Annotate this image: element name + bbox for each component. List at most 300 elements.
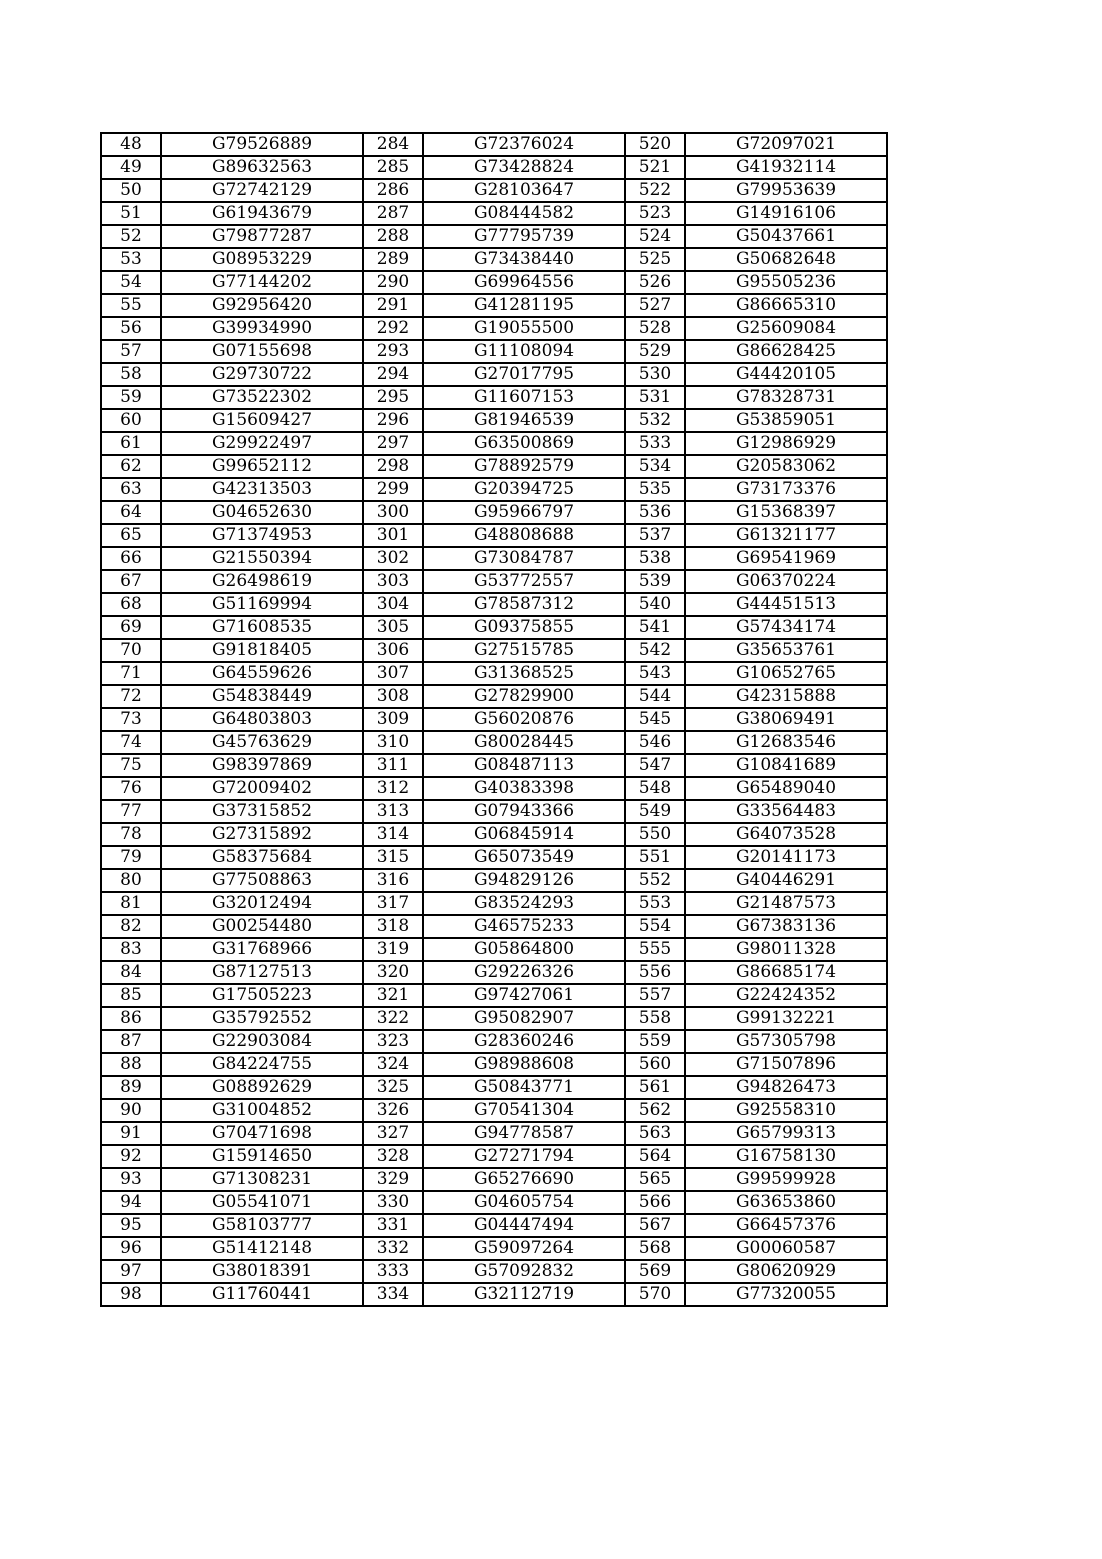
index-cell: 317 [363, 892, 423, 915]
table-row [101, 823, 887, 846]
index-cell: 89 [101, 1076, 161, 1099]
data-table [100, 132, 888, 1307]
table-row [101, 1237, 887, 1260]
code-cell: G78587312 [423, 593, 625, 616]
index-cell: 286 [363, 179, 423, 202]
code-cell: G57092832 [423, 1260, 625, 1283]
index-cell: 295 [363, 386, 423, 409]
code-cell: G86685174 [685, 961, 887, 984]
code-cell: G54838449 [161, 685, 363, 708]
code-cell: G99132221 [685, 1007, 887, 1030]
index-cell: 83 [101, 938, 161, 961]
index-cell: 62 [101, 455, 161, 478]
code-cell: G65799313 [685, 1122, 887, 1145]
code-cell: G58375684 [161, 846, 363, 869]
index-cell: 86 [101, 1007, 161, 1030]
index-cell: 524 [625, 225, 685, 248]
table-row [101, 409, 887, 432]
table-row [101, 478, 887, 501]
table-row [101, 432, 887, 455]
table-row [101, 593, 887, 616]
code-cell: G45763629 [161, 731, 363, 754]
code-cell: G41281195 [423, 294, 625, 317]
index-cell: 305 [363, 616, 423, 639]
code-cell: G95505236 [685, 271, 887, 294]
index-cell: 555 [625, 938, 685, 961]
code-cell: G15914650 [161, 1145, 363, 1168]
index-cell: 97 [101, 1260, 161, 1283]
index-cell: 324 [363, 1053, 423, 1076]
index-cell: 63 [101, 478, 161, 501]
code-cell: G64559626 [161, 662, 363, 685]
index-cell: 87 [101, 1030, 161, 1053]
index-cell: 544 [625, 685, 685, 708]
code-cell: G94778587 [423, 1122, 625, 1145]
code-cell: G17505223 [161, 984, 363, 1007]
code-cell: G29226326 [423, 961, 625, 984]
index-cell: 534 [625, 455, 685, 478]
code-cell: G73428824 [423, 156, 625, 179]
table-row [101, 1007, 887, 1030]
index-cell: 326 [363, 1099, 423, 1122]
index-cell: 61 [101, 432, 161, 455]
code-cell: G27315892 [161, 823, 363, 846]
table-row [101, 294, 887, 317]
table-row [101, 271, 887, 294]
table-row [101, 1191, 887, 1214]
table-row [101, 639, 887, 662]
index-cell: 311 [363, 754, 423, 777]
code-cell: G00254480 [161, 915, 363, 938]
code-cell: G08487113 [423, 754, 625, 777]
code-cell: G50437661 [685, 225, 887, 248]
code-cell: G21487573 [685, 892, 887, 915]
index-cell: 88 [101, 1053, 161, 1076]
table-row [101, 340, 887, 363]
table-row [101, 984, 887, 1007]
code-cell: G26498619 [161, 570, 363, 593]
code-cell: G99652112 [161, 455, 363, 478]
code-cell: G57434174 [685, 616, 887, 639]
code-cell: G39934990 [161, 317, 363, 340]
index-cell: 330 [363, 1191, 423, 1214]
table-row [101, 708, 887, 731]
code-cell: G99599928 [685, 1168, 887, 1191]
code-cell: G83524293 [423, 892, 625, 915]
index-cell: 333 [363, 1260, 423, 1283]
index-cell: 545 [625, 708, 685, 731]
code-cell: G59097264 [423, 1237, 625, 1260]
code-cell: G05864800 [423, 938, 625, 961]
code-cell: G79953639 [685, 179, 887, 202]
code-cell: G98397869 [161, 754, 363, 777]
index-cell: 547 [625, 754, 685, 777]
code-cell: G40383398 [423, 777, 625, 800]
index-cell: 306 [363, 639, 423, 662]
index-cell: 292 [363, 317, 423, 340]
code-cell: G78328731 [685, 386, 887, 409]
index-cell: 565 [625, 1168, 685, 1191]
code-cell: G71308231 [161, 1168, 363, 1191]
index-cell: 90 [101, 1099, 161, 1122]
code-cell: G61321177 [685, 524, 887, 547]
index-cell: 552 [625, 869, 685, 892]
index-cell: 293 [363, 340, 423, 363]
index-cell: 318 [363, 915, 423, 938]
code-cell: G89632563 [161, 156, 363, 179]
table-row [101, 1076, 887, 1099]
code-cell: G29922497 [161, 432, 363, 455]
index-cell: 82 [101, 915, 161, 938]
code-cell: G27515785 [423, 639, 625, 662]
code-cell: G28360246 [423, 1030, 625, 1053]
index-cell: 65 [101, 524, 161, 547]
code-cell: G98988608 [423, 1053, 625, 1076]
code-cell: G12986929 [685, 432, 887, 455]
index-cell: 520 [625, 133, 685, 156]
index-cell: 523 [625, 202, 685, 225]
index-cell: 303 [363, 570, 423, 593]
index-cell: 79 [101, 846, 161, 869]
index-cell: 554 [625, 915, 685, 938]
table-row [101, 616, 887, 639]
index-cell: 66 [101, 547, 161, 570]
code-cell: G65276690 [423, 1168, 625, 1191]
code-cell: G87127513 [161, 961, 363, 984]
index-cell: 327 [363, 1122, 423, 1145]
index-cell: 549 [625, 800, 685, 823]
code-cell: G77320055 [685, 1283, 887, 1306]
index-cell: 525 [625, 248, 685, 271]
index-cell: 329 [363, 1168, 423, 1191]
code-cell: G51412148 [161, 1237, 363, 1260]
index-cell: 291 [363, 294, 423, 317]
code-cell: G65073549 [423, 846, 625, 869]
index-cell: 560 [625, 1053, 685, 1076]
index-cell: 81 [101, 892, 161, 915]
table-row [101, 1053, 887, 1076]
code-cell: G44451513 [685, 593, 887, 616]
code-cell: G64803803 [161, 708, 363, 731]
index-cell: 543 [625, 662, 685, 685]
table-row [101, 1122, 887, 1145]
index-cell: 322 [363, 1007, 423, 1030]
code-cell: G27017795 [423, 363, 625, 386]
code-cell: G10652765 [685, 662, 887, 685]
code-cell: G73084787 [423, 547, 625, 570]
index-cell: 313 [363, 800, 423, 823]
code-cell: G08953229 [161, 248, 363, 271]
index-cell: 537 [625, 524, 685, 547]
table-row [101, 1260, 887, 1283]
index-cell: 77 [101, 800, 161, 823]
code-cell: G86628425 [685, 340, 887, 363]
index-cell: 48 [101, 133, 161, 156]
index-cell: 56 [101, 317, 161, 340]
code-cell: G72742129 [161, 179, 363, 202]
code-cell: G22903084 [161, 1030, 363, 1053]
code-cell: G14916106 [685, 202, 887, 225]
index-cell: 69 [101, 616, 161, 639]
index-cell: 312 [363, 777, 423, 800]
code-cell: G16758130 [685, 1145, 887, 1168]
index-cell: 91 [101, 1122, 161, 1145]
index-cell: 323 [363, 1030, 423, 1053]
code-cell: G79877287 [161, 225, 363, 248]
code-cell: G65489040 [685, 777, 887, 800]
index-cell: 298 [363, 455, 423, 478]
index-cell: 535 [625, 478, 685, 501]
code-cell: G31768966 [161, 938, 363, 961]
code-cell: G71507896 [685, 1053, 887, 1076]
index-cell: 57 [101, 340, 161, 363]
index-cell: 93 [101, 1168, 161, 1191]
index-cell: 563 [625, 1122, 685, 1145]
index-cell: 50 [101, 179, 161, 202]
table-row [101, 1145, 887, 1168]
code-cell: G73173376 [685, 478, 887, 501]
code-cell: G50843771 [423, 1076, 625, 1099]
table-row [101, 501, 887, 524]
code-cell: G04447494 [423, 1214, 625, 1237]
index-cell: 561 [625, 1076, 685, 1099]
code-cell: G06370224 [685, 570, 887, 593]
code-cell: G10841689 [685, 754, 887, 777]
code-cell: G70471698 [161, 1122, 363, 1145]
index-cell: 302 [363, 547, 423, 570]
index-cell: 68 [101, 593, 161, 616]
index-cell: 73 [101, 708, 161, 731]
code-cell: G42313503 [161, 478, 363, 501]
code-cell: G11760441 [161, 1283, 363, 1306]
index-cell: 538 [625, 547, 685, 570]
code-cell: G31004852 [161, 1099, 363, 1122]
index-cell: 285 [363, 156, 423, 179]
index-cell: 562 [625, 1099, 685, 1122]
code-cell: G20141173 [685, 846, 887, 869]
code-cell: G09375855 [423, 616, 625, 639]
code-cell: G11108094 [423, 340, 625, 363]
index-cell: 64 [101, 501, 161, 524]
index-cell: 569 [625, 1260, 685, 1283]
index-cell: 72 [101, 685, 161, 708]
table-row [101, 869, 887, 892]
index-cell: 59 [101, 386, 161, 409]
table-row [101, 1168, 887, 1191]
code-cell: G92558310 [685, 1099, 887, 1122]
code-cell: G80620929 [685, 1260, 887, 1283]
table-row [101, 846, 887, 869]
code-cell: G97427061 [423, 984, 625, 1007]
code-cell: G63653860 [685, 1191, 887, 1214]
index-cell: 557 [625, 984, 685, 1007]
code-cell: G07155698 [161, 340, 363, 363]
code-cell: G12683546 [685, 731, 887, 754]
code-cell: G86665310 [685, 294, 887, 317]
index-cell: 553 [625, 892, 685, 915]
code-cell: G91818405 [161, 639, 363, 662]
index-cell: 74 [101, 731, 161, 754]
code-cell: G15368397 [685, 501, 887, 524]
index-cell: 80 [101, 869, 161, 892]
code-cell: G51169994 [161, 593, 363, 616]
index-cell: 310 [363, 731, 423, 754]
code-cell: G77144202 [161, 271, 363, 294]
table-row [101, 938, 887, 961]
code-cell: G41932114 [685, 156, 887, 179]
index-cell: 566 [625, 1191, 685, 1214]
code-cell: G69964556 [423, 271, 625, 294]
index-cell: 316 [363, 869, 423, 892]
code-cell: G53859051 [685, 409, 887, 432]
code-cell: G69541969 [685, 547, 887, 570]
code-cell: G04605754 [423, 1191, 625, 1214]
code-cell: G07943366 [423, 800, 625, 823]
index-cell: 559 [625, 1030, 685, 1053]
table-row [101, 570, 887, 593]
index-cell: 51 [101, 202, 161, 225]
index-cell: 299 [363, 478, 423, 501]
table-row [101, 754, 887, 777]
code-cell: G32112719 [423, 1283, 625, 1306]
code-cell: G25609084 [685, 317, 887, 340]
code-cell: G28103647 [423, 179, 625, 202]
table-row [101, 1283, 887, 1306]
index-cell: 526 [625, 271, 685, 294]
index-cell: 539 [625, 570, 685, 593]
index-cell: 85 [101, 984, 161, 1007]
index-cell: 92 [101, 1145, 161, 1168]
table-row [101, 1214, 887, 1237]
table-row [101, 225, 887, 248]
index-cell: 287 [363, 202, 423, 225]
index-cell: 527 [625, 294, 685, 317]
code-cell: G27829900 [423, 685, 625, 708]
index-cell: 319 [363, 938, 423, 961]
code-cell: G73438440 [423, 248, 625, 271]
index-cell: 540 [625, 593, 685, 616]
code-cell: G95082907 [423, 1007, 625, 1030]
index-cell: 95 [101, 1214, 161, 1237]
index-cell: 55 [101, 294, 161, 317]
index-cell: 530 [625, 363, 685, 386]
code-cell: G50682648 [685, 248, 887, 271]
code-cell: G19055500 [423, 317, 625, 340]
code-cell: G42315888 [685, 685, 887, 708]
index-cell: 567 [625, 1214, 685, 1237]
table-body [101, 133, 887, 1306]
table-row [101, 685, 887, 708]
index-cell: 94 [101, 1191, 161, 1214]
code-cell: G94826473 [685, 1076, 887, 1099]
index-cell: 315 [363, 846, 423, 869]
table-row [101, 777, 887, 800]
table-row [101, 317, 887, 340]
index-cell: 75 [101, 754, 161, 777]
code-cell: G06845914 [423, 823, 625, 846]
index-cell: 71 [101, 662, 161, 685]
code-cell: G40446291 [685, 869, 887, 892]
index-cell: 296 [363, 409, 423, 432]
code-cell: G22424352 [685, 984, 887, 1007]
index-cell: 314 [363, 823, 423, 846]
index-cell: 53 [101, 248, 161, 271]
index-cell: 522 [625, 179, 685, 202]
table-row [101, 179, 887, 202]
code-cell: G72097021 [685, 133, 887, 156]
index-cell: 564 [625, 1145, 685, 1168]
index-cell: 304 [363, 593, 423, 616]
index-cell: 308 [363, 685, 423, 708]
table-row [101, 547, 887, 570]
code-cell: G77508863 [161, 869, 363, 892]
code-cell: G84224755 [161, 1053, 363, 1076]
code-cell: G31368525 [423, 662, 625, 685]
index-cell: 290 [363, 271, 423, 294]
index-cell: 542 [625, 639, 685, 662]
code-cell: G21550394 [161, 547, 363, 570]
table-row [101, 961, 887, 984]
index-cell: 307 [363, 662, 423, 685]
index-cell: 78 [101, 823, 161, 846]
table-row [101, 248, 887, 271]
index-cell: 550 [625, 823, 685, 846]
index-cell: 328 [363, 1145, 423, 1168]
table-row [101, 455, 887, 478]
code-cell: G04652630 [161, 501, 363, 524]
code-cell: G38069491 [685, 708, 887, 731]
code-cell: G80028445 [423, 731, 625, 754]
index-cell: 546 [625, 731, 685, 754]
code-cell: G44420105 [685, 363, 887, 386]
code-cell: G46575233 [423, 915, 625, 938]
code-cell: G72009402 [161, 777, 363, 800]
code-cell: G00060587 [685, 1237, 887, 1260]
index-cell: 297 [363, 432, 423, 455]
index-cell: 531 [625, 386, 685, 409]
code-cell: G71374953 [161, 524, 363, 547]
index-cell: 300 [363, 501, 423, 524]
index-cell: 54 [101, 271, 161, 294]
index-cell: 52 [101, 225, 161, 248]
table-row [101, 524, 887, 547]
code-cell: G33564483 [685, 800, 887, 823]
index-cell: 284 [363, 133, 423, 156]
code-cell: G56020876 [423, 708, 625, 731]
table-row [101, 202, 887, 225]
index-cell: 568 [625, 1237, 685, 1260]
index-cell: 58 [101, 363, 161, 386]
code-cell: G27271794 [423, 1145, 625, 1168]
code-cell: G81946539 [423, 409, 625, 432]
table-row [101, 156, 887, 179]
code-cell: G35792552 [161, 1007, 363, 1030]
code-cell: G78892579 [423, 455, 625, 478]
code-cell: G63500869 [423, 432, 625, 455]
index-cell: 548 [625, 777, 685, 800]
index-cell: 309 [363, 708, 423, 731]
index-cell: 301 [363, 524, 423, 547]
code-cell: G79526889 [161, 133, 363, 156]
code-cell: G70541304 [423, 1099, 625, 1122]
code-cell: G72376024 [423, 133, 625, 156]
code-cell: G05541071 [161, 1191, 363, 1214]
code-cell: G20583062 [685, 455, 887, 478]
table-row [101, 1099, 887, 1122]
table-row [101, 915, 887, 938]
code-cell: G66457376 [685, 1214, 887, 1237]
code-cell: G94829126 [423, 869, 625, 892]
